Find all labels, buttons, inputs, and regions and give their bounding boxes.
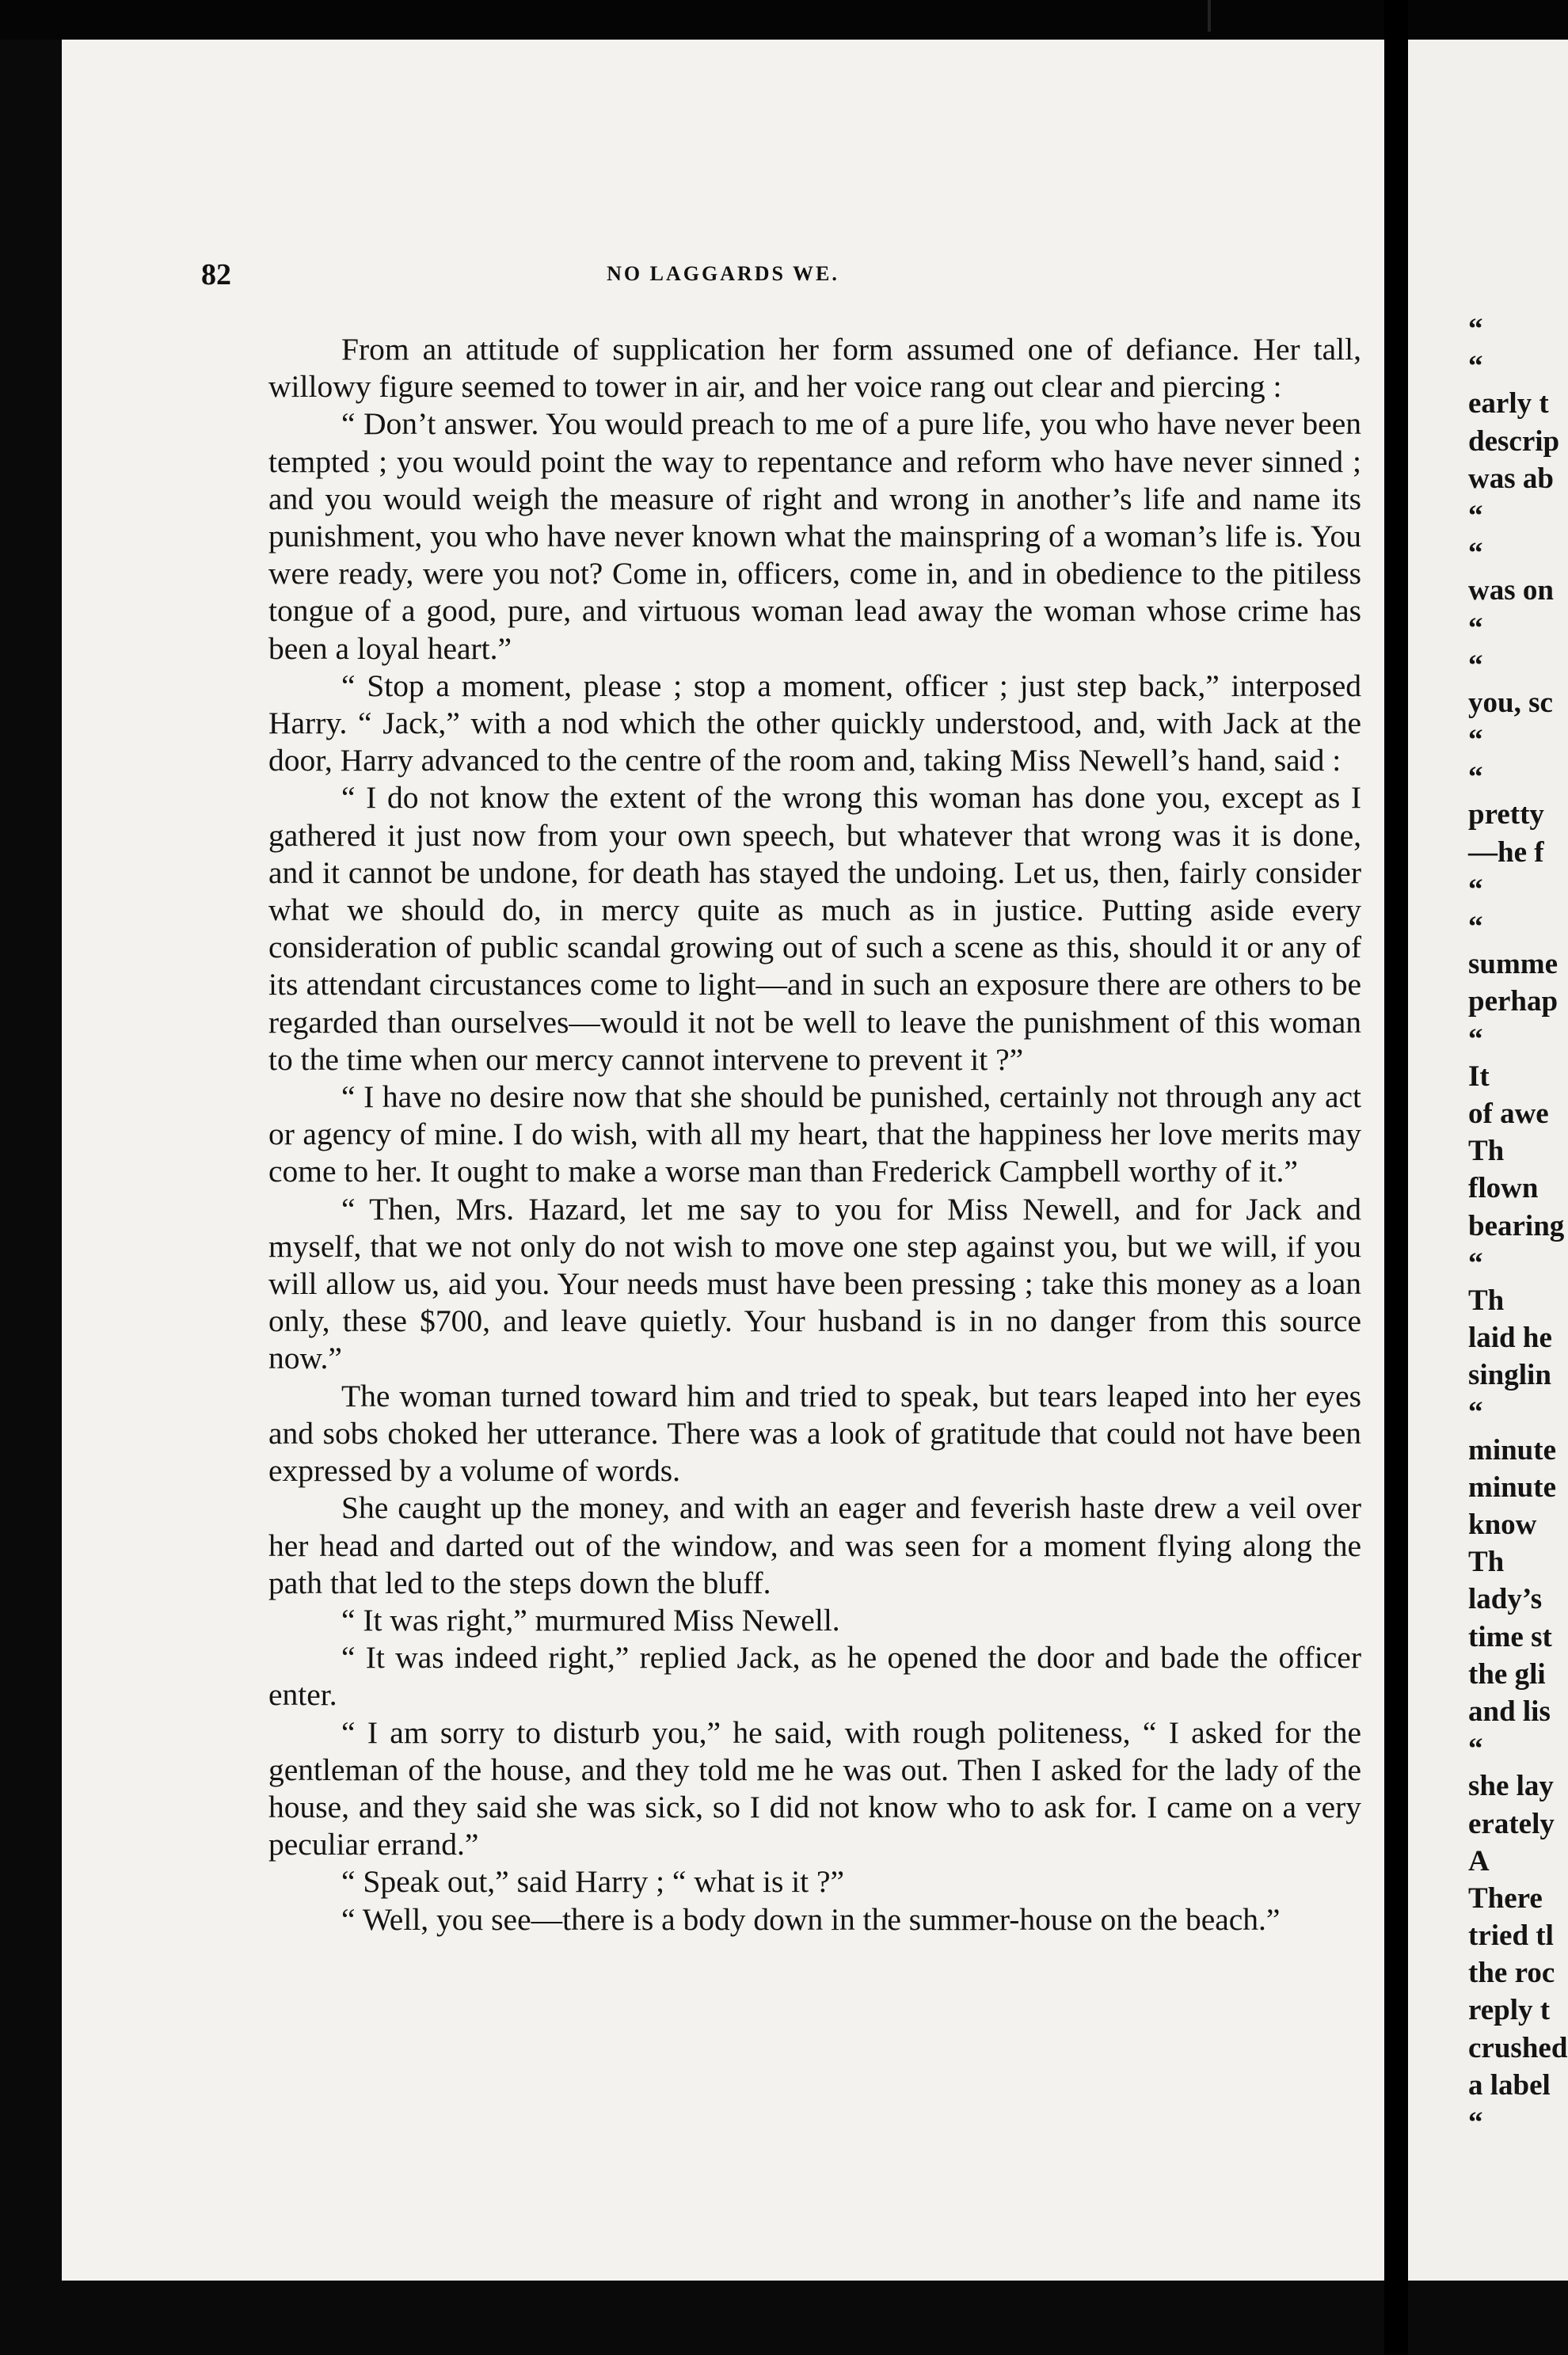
paragraph: She caught up the money, and with an eager and feverish haste drew a veil over her head and darted out of the window, and was seen for a moment flying along the path that led to the steps down the bluff.	[268, 1490, 1361, 1600]
facing-page-line: lady’s	[1468, 1583, 1543, 1616]
facing-page-line: “	[1468, 313, 1483, 345]
facing-page-line: A	[1468, 1844, 1490, 1878]
facing-page-line: laid he	[1468, 1322, 1552, 1355]
scan-border-top	[0, 0, 1568, 40]
facing-page-line: reply t	[1468, 1994, 1551, 2027]
facing-page-line: was on	[1468, 574, 1554, 607]
body-text	[268, 331, 1361, 1938]
facing-page-line: minute	[1468, 1470, 1556, 1504]
facing-page-line: “	[1468, 350, 1483, 383]
facing-page-line: know	[1468, 1508, 1537, 1541]
right-page-fragment	[1408, 40, 1568, 2281]
paragraph: “ Speak out,” said Harry ; “ what is it ?”	[341, 1864, 845, 1900]
facing-page-line: descrip	[1468, 424, 1560, 458]
facing-page-line: “	[1468, 649, 1483, 682]
scan-mark	[1208, 0, 1211, 32]
facing-page-line: “	[1468, 761, 1483, 794]
facing-page-line: “	[1468, 611, 1483, 645]
facing-page-line: “	[1468, 1396, 1483, 1429]
facing-page-line: summe	[1468, 948, 1558, 981]
page-number: 82	[201, 258, 231, 291]
facing-page-line: erately	[1468, 1807, 1555, 1840]
paragraph: “ I do not know the extent of the wrong this woman has done you, except as I gathered it just now from your own speech, but whatever that wrong was it is done, and it cannot be undone, for death has stayed the undoing. Let us, then, fairly consider what we should do, in mercy quite as much as in justice. Putting aside every consideration of public scandal growing out of such a scene as this, should it or any of its attendant circustances come to light—and in such an exposure there are others to be regarded than ourselves—would it not be well to leave the punishment of this woman to the time when our mercy cannot intervene to prevent it ?”	[268, 780, 1361, 1077]
facing-page-line: Th	[1468, 1284, 1505, 1317]
facing-page-line: crushed	[1468, 2031, 1568, 2064]
facing-page-line: a label	[1468, 2068, 1551, 2102]
facing-page-line: and lis	[1468, 1695, 1551, 1728]
facing-page-line: of awe	[1468, 1097, 1549, 1130]
facing-page-line: Th	[1468, 1546, 1505, 1579]
facing-page-line: “	[1468, 873, 1483, 906]
facing-page-line: “	[1468, 1246, 1483, 1280]
paragraph: “ Then, Mrs. Hazard, let me say to you for Miss Newell, and for Jack and myself, that we not only do not wish to move one step against you, but we will, if you will allow us, aid you. Your needs must have been pressing ; take this money as a loan only, these $700, and leave quietly. Your husband is in no danger from this source now.”	[268, 1191, 1361, 1376]
paragraph: “ Stop a moment, please ; stop a moment, officer ; just step back,” interposed Harry. “ Jack,” with a nod which the other quickly understood, and, with Jack at the door, Harry advanced to the centre of the room and, taking Miss Newell’s hand, said :	[268, 668, 1361, 778]
facing-page-line: time st	[1468, 1620, 1552, 1653]
facing-page-line: There	[1468, 1881, 1543, 1915]
page-header	[62, 257, 1384, 297]
facing-page-line: the gli	[1468, 1657, 1546, 1691]
facing-page-line: “	[1468, 724, 1483, 757]
paragraph: “ I am sorry to disturb you,” he said, with rough politeness, “ I asked for the gentleman of the house, and they told me he was out. Then I asked for the lady of the house, and they said she was sick, so I did not know who to ask for. I came on a very peculiar errand.”	[268, 1714, 1361, 1862]
facing-page-line: early t	[1468, 387, 1549, 420]
paragraph: The woman turned toward him and tried to speak, but tears leaped into her eyes and sobs choked her utterance. There was a look of gratitude that could not have been expressed by a volume of words.	[268, 1378, 1361, 1489]
facing-page-line: bearing	[1468, 1209, 1565, 1242]
facing-page-line: you, sc	[1468, 686, 1553, 719]
facing-page-line: “	[1468, 1022, 1483, 1056]
paragraph: “ It was indeed right,” replied Jack, as he opened the door and bade the officer enter.	[268, 1640, 1361, 1713]
paragraph: “ Don’t answer. You would preach to me of a pure life, you who have never been tempted ; you would point the way to repentance and reform who have never sinned ; and you would weigh the measure of right and wrong in another’s life and name its punishment, you who have never known what the mainspring of a woman’s life is. You were ready, were you not? Come in, officers, come in, and in obedience to the pitiless tongue of a good, pure, and virtuous woman lead away the woman whose crime has been a loyal heart.”	[268, 406, 1361, 666]
page-gutter	[1384, 0, 1408, 2355]
paragraph: “ It was right,” murmured Miss Newell.	[341, 1602, 840, 1638]
facing-page-line: pretty	[1468, 798, 1544, 831]
facing-page-line: Th	[1468, 1135, 1505, 1168]
facing-page-line: flown	[1468, 1172, 1539, 1205]
facing-page-line: the roc	[1468, 1957, 1555, 1990]
facing-page-line: she lay	[1468, 1770, 1554, 1803]
facing-page-line: It	[1468, 1060, 1490, 1093]
facing-page-line: “	[1468, 1733, 1483, 1766]
facing-page-line: was ab	[1468, 462, 1554, 495]
facing-page-line: perhap	[1468, 985, 1558, 1018]
facing-page-line: singlin	[1468, 1359, 1551, 1392]
paragraph: “ Well, you see—there is a body down in the summer-house on the beach.”	[341, 1901, 1281, 1937]
facing-page-line: “	[1468, 537, 1483, 570]
facing-page-line: —he f	[1468, 835, 1544, 869]
facing-page-line: minute	[1468, 1433, 1556, 1467]
paragraph: From an attitude of supplication her form assumed one of defiance. Her tall, willowy figure seemed to tower in air, and her voice rang out clear and piercing :	[268, 332, 1361, 405]
facing-page-text	[1468, 310, 1568, 2141]
facing-page-line: tried tl	[1468, 1919, 1554, 1953]
facing-page-line: “	[1468, 2106, 1483, 2139]
facing-page-line: “	[1468, 499, 1483, 532]
facing-page-line: “	[1468, 911, 1483, 943]
left-page	[62, 40, 1384, 2281]
running-head: NO LAGGARDS WE.	[607, 262, 839, 285]
paragraph: “ I have no desire now that she should be punished, certainly not through any act or agency of mine. I do wish, with all my heart, that the happiness her love merits may come to her. It ought to make a worse man than Frederick Campbell worthy of it.”	[268, 1079, 1361, 1189]
